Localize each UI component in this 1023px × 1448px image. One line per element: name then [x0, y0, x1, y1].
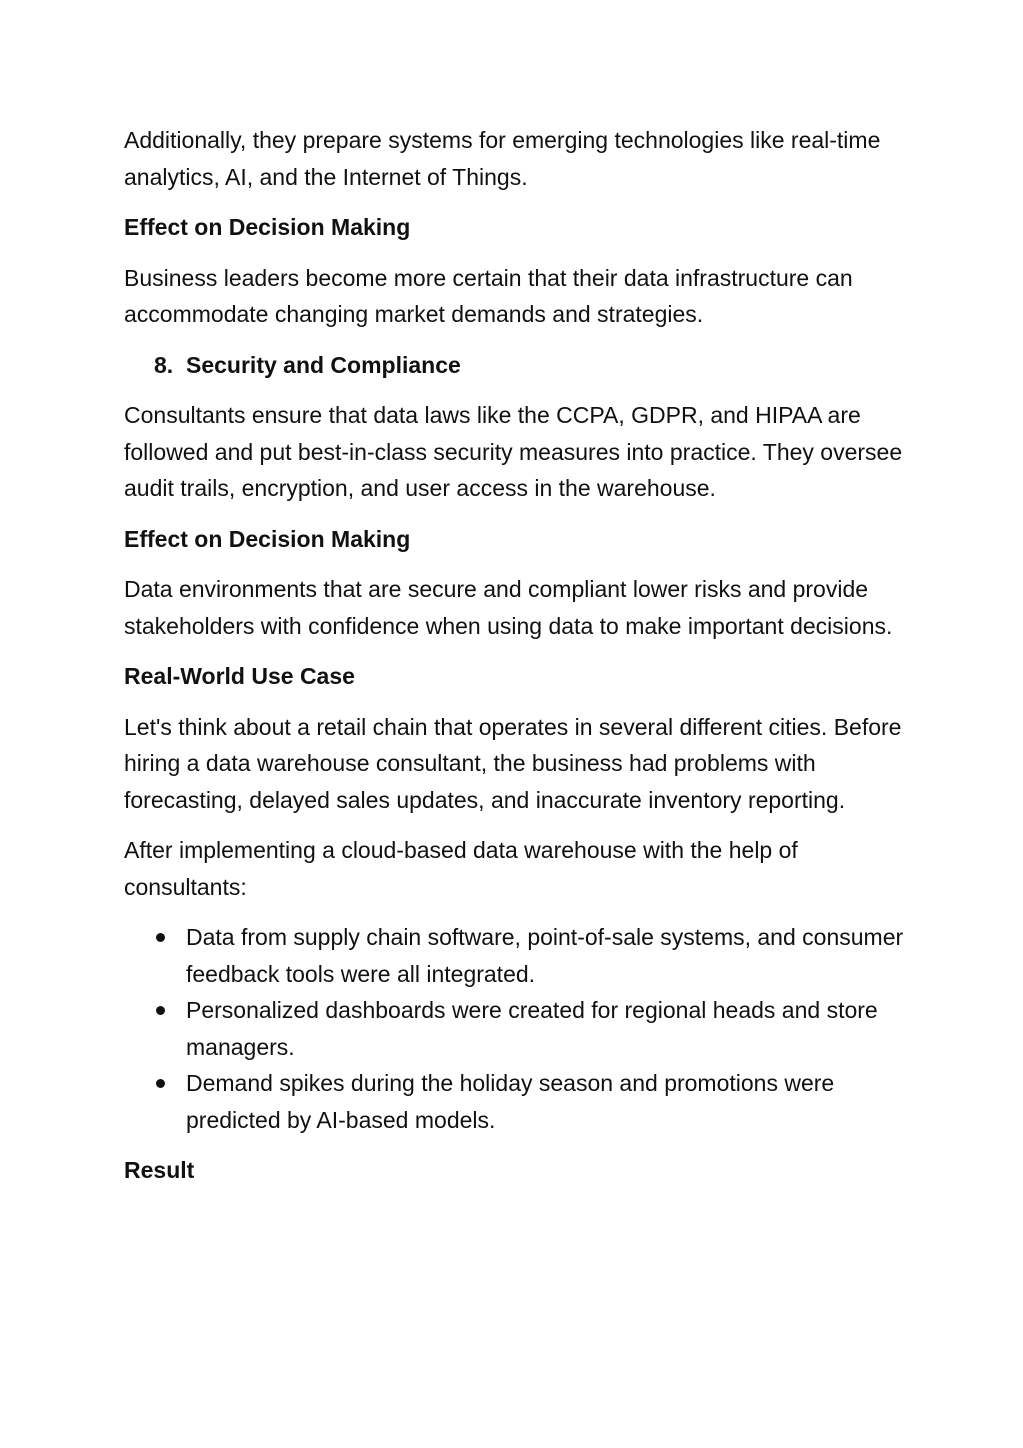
list-item-text: Data from supply chain software, point-of-sale systems, and consumer feedback tools were all integrated.	[186, 924, 904, 987]
paragraph-after-implementing: After implementing a cloud-based data warehouse with the help of consultants:	[124, 837, 798, 900]
list-item-text: Personalized dashboards were created for regional heads and store managers.	[186, 997, 878, 1060]
paragraph-emerging-tech: Additionally, they prepare systems for emerging technologies like real-time analytics, AI, and the Internet of Things.	[124, 127, 881, 190]
bullet-icon	[124, 919, 186, 992]
heading-effect-decision-1: Effect on Decision Making	[124, 214, 411, 240]
section-title: Security and Compliance	[186, 351, 461, 378]
list-item	[124, 919, 904, 992]
list-item	[124, 992, 904, 1065]
heading-result: Result	[124, 1157, 195, 1183]
bullet-list	[124, 919, 904, 1138]
list-item-text: Demand spikes during the holiday season and promotions were predicted by AI-based models.	[186, 1070, 835, 1133]
heading-effect-decision-2: Effect on Decision Making	[124, 525, 411, 552]
paragraph-secure-environments: Data environments that are secure and compliant lower risks and provide stakeholders with confidence when using data to make important decisions.	[124, 576, 893, 639]
heading-real-world-use-case: Real-World Use Case	[124, 663, 355, 689]
paragraph-retail-chain: Let's think about a retail chain that operates in several different cities. Before hiring a data warehouse consultant, the business had problems with forecasting, delayed sales updates, and inaccurate inventory reporting.	[124, 713, 902, 813]
section-heading-security	[124, 347, 904, 384]
bullet-icon	[124, 1065, 186, 1138]
paragraph-consultants-compliance: Consultants ensure that data laws like the CCPA, GDPR, and HIPAA are followed and put best-in-class security measures into practice. They oversee audit trails, encryption, and user access in the warehouse.	[124, 402, 903, 501]
section-number: 8.	[154, 351, 174, 378]
bullet-icon	[124, 992, 186, 1065]
list-item	[124, 1065, 904, 1138]
paragraph-business-leaders: Business leaders become more certain that their data infrastructure can accommodate changing market demands and strategies.	[124, 264, 853, 327]
document-page	[124, 122, 904, 1203]
